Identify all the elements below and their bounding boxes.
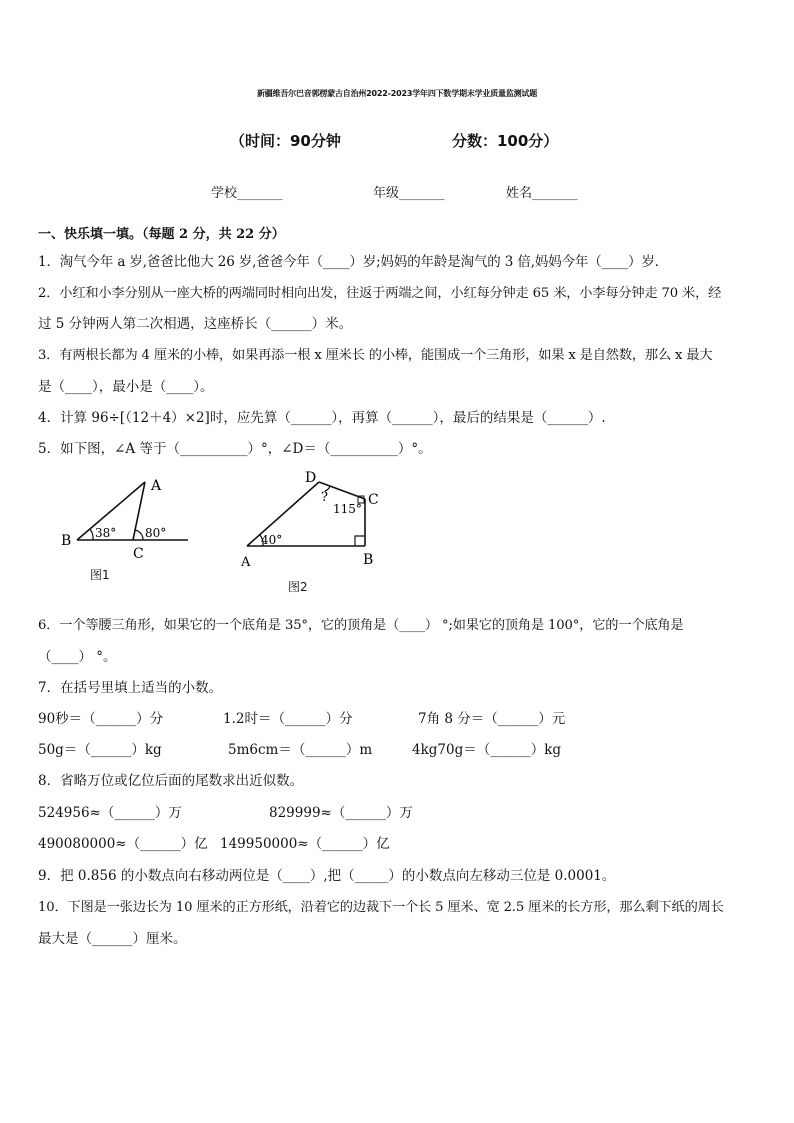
- q10-line-2: 最大是（______）厘米。: [38, 931, 187, 947]
- q7-item: 4kg70g＝（______）kg: [412, 742, 562, 758]
- q8-line: 8．省略万位或亿位后面的尾数求出近似数。: [38, 773, 304, 789]
- q4-line: 4．计算 96÷[（12＋4）×2]时，应先算（______），再算（______），最后的结果是（______）.: [38, 410, 606, 426]
- figure-2-diagram: [235, 466, 395, 574]
- figure-1-caption: 图1: [90, 568, 110, 582]
- fig1-label-a: A: [151, 478, 162, 494]
- grade-field: 年级_______: [373, 186, 445, 201]
- q7-line: 7．在括号里填上适当的小数。: [38, 680, 223, 696]
- fig2-angle-a: 40°: [261, 533, 283, 547]
- fig2-label-a: A: [241, 555, 251, 570]
- fig2-label-d: D: [305, 470, 317, 486]
- q6-line-2: （____） °。: [38, 649, 117, 665]
- q7-item: 7角 8 分＝（______）元: [418, 711, 566, 727]
- q9-line: 9．把 0.856 的小数点向右移动两位是（____）,把（_____）的小数点向左移动三位是 0.0001。: [38, 868, 616, 884]
- fig1-angle-b: 38°: [95, 526, 117, 540]
- fig2-label-c: C: [368, 492, 379, 508]
- q7-item: 5m6cm＝（______）m: [228, 742, 373, 758]
- q2-line-1: 2．小红和小李分别从一座大桥的两端同时相向出发，往返于两端之间，小红每分钟走 65 米，小李每分钟走 70 米，经: [38, 286, 722, 301]
- q8-item: 524956≈（______）万: [38, 805, 182, 821]
- q10-line-1: 10．下图是一张边长为 10 厘米的正方形纸，沿着它的边裁下一个长 5 厘米、宽 2.5 厘米的长方形，那么剩下纸的周长: [38, 900, 724, 915]
- q8-item: 149950000≈（______）亿: [220, 836, 390, 852]
- q3-line-1: 3．有两根长都为 4 厘米的小棒，如果再添一根 x 厘米长 的小棒，能围成一个三角形，如果 x 是自然数，那么 x 最大: [38, 348, 713, 363]
- fig2-label-b: B: [363, 552, 374, 568]
- section-heading: 一、快乐填一填。（每题 2 分，共 22 分）: [38, 227, 285, 242]
- fig2-angle-d: ?: [321, 490, 328, 505]
- q7-item: 90秒＝（______）分: [38, 711, 164, 727]
- q8-item: 829999≈（______）万: [269, 805, 413, 821]
- q1-line: 1．淘气今年 a 岁,爸爸比他大 26 岁,爸爸今年（____）岁;妈妈的年龄是淘气的 3 倍,妈妈今年（____）岁．: [38, 254, 669, 270]
- q8-item: 490080000≈（______）亿: [38, 836, 208, 852]
- exam-time: （时间：90分钟: [230, 132, 341, 150]
- figure-2-caption: 图2: [288, 580, 308, 594]
- q2-line-2: 过 5 分钟两人第二次相遇，这座桥长（______）米。: [38, 316, 353, 332]
- exam-score: 分数：100分）: [452, 132, 559, 150]
- q6-line-1: 6．一个等腰三角形，如果它的一个底角是 35°，它的顶角是（____） °;如果它的顶角是 100°，它的一个底角是: [38, 618, 684, 633]
- q7-item: 50g＝（______）kg: [38, 742, 162, 758]
- school-field: 学校_______: [211, 186, 283, 201]
- fig1-angle-c: 80°: [145, 526, 167, 540]
- name-field: 姓名_______: [506, 186, 578, 201]
- q3-line-2: 是（____），最小是（____）。: [38, 379, 214, 395]
- fig1-label-c: C: [133, 546, 144, 560]
- exam-title: 新疆维吾尔巴音郭楞蒙古自治州2022-2023学年四下数学期末学业质量监测试题: [256, 89, 538, 98]
- q7-item: 1.2时＝（______）分: [223, 711, 353, 727]
- q5-line: 5．如下图，∠A 等于（__________）°，∠D＝（__________）°。: [38, 441, 432, 457]
- figure-1-diagram: [55, 470, 200, 560]
- fig1-label-b: B: [61, 533, 72, 549]
- fig2-angle-c: 115°: [333, 502, 362, 516]
